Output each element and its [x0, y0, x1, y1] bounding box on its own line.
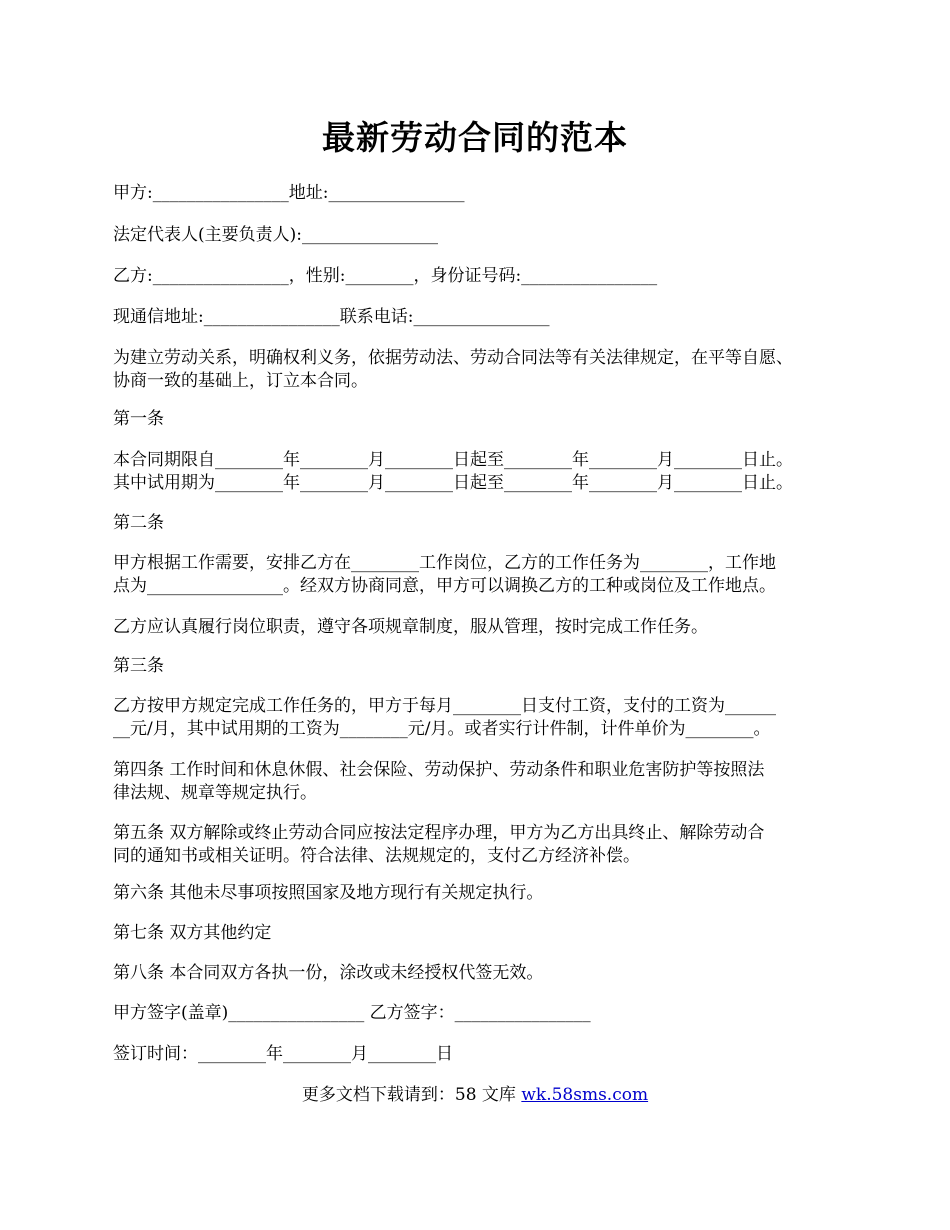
party-b-line: 乙方:________________，性别:________，身份证号码:________________: [113, 266, 658, 286]
article-1-heading: 第一条: [113, 409, 164, 429]
sign-date-line: 签订时间：________年________月________日: [113, 1044, 453, 1064]
article-4-line-2: 律法规、规章等规定执行。: [113, 783, 317, 803]
preamble-line-2: 协商一致的基础上，订立本合同。: [113, 371, 368, 391]
page-title: 最新劳动合同的范本: [322, 118, 628, 157]
article-2-heading: 第二条: [113, 513, 164, 533]
address-phone-line: 现通信地址:________________联系电话:________________: [113, 307, 550, 327]
footer-text: 更多文档下载请到：58 文库: [301, 1085, 522, 1105]
article-7-line: 第七条 双方其他约定: [113, 923, 272, 943]
party-a-line: 甲方:________________地址:________________: [113, 183, 465, 203]
article-2-duty-line: 乙方应认真履行岗位职责，遵守各项规章制度，服从管理，按时完成工作任务。: [113, 617, 708, 637]
article-5-line-2: 同的通知书或相关证明。符合法律、法规规定的，支付乙方经济补偿。: [113, 846, 640, 866]
article-5-line-1: 第五条 双方解除或终止劳动合同应按法定程序办理，甲方为乙方出具终止、解除劳动合: [113, 823, 765, 843]
article-8-line: 第八条 本合同双方各执一份，涂改或未经授权代签无效。: [113, 963, 544, 983]
article-1-probation-line: 其中试用期为________年________月________日起至________年________月________日止。: [113, 473, 793, 493]
preamble-line-1: 为建立劳动关系，明确权利义务，依据劳动法、劳动合同法等有关法律规定，在平等自愿、: [113, 348, 793, 368]
article-3-heading: 第三条: [113, 656, 164, 676]
footer-link[interactable]: wk.58sms.com: [521, 1085, 649, 1105]
legal-rep-line: 法定代表人(主要负责人):________________: [113, 225, 438, 245]
article-3-line-2: __元/月，其中试用期的工资为________元/月。或者实行计件制，计件单价为________。: [113, 719, 771, 739]
article-3-line-1: 乙方按甲方规定完成工作任务的，甲方于每月________日支付工资，支付的工资为______: [113, 696, 776, 716]
article-2-line-2: 点为________________。经双方协商同意，甲方可以调换乙方的工种或岗位及工作地点。: [113, 576, 776, 596]
article-1-term-line: 本合同期限自________年________月________日起至________年________月________日止。: [113, 450, 793, 470]
article-2-line-1: 甲方根据工作需要，安排乙方在________工作岗位，乙方的工作任务为________，工作地: [113, 553, 776, 573]
signature-line: 甲方签字(盖章)________________ 乙方签字：________________: [113, 1003, 591, 1023]
article-6-line: 第六条 其他未尽事项按照国家及地方现行有关规定执行。: [113, 883, 544, 903]
article-4-line-1: 第四条 工作时间和休息休假、社会保险、劳动保护、劳动条件和职业危害防护等按照法: [113, 760, 765, 780]
footer: [0, 1083, 950, 1107]
